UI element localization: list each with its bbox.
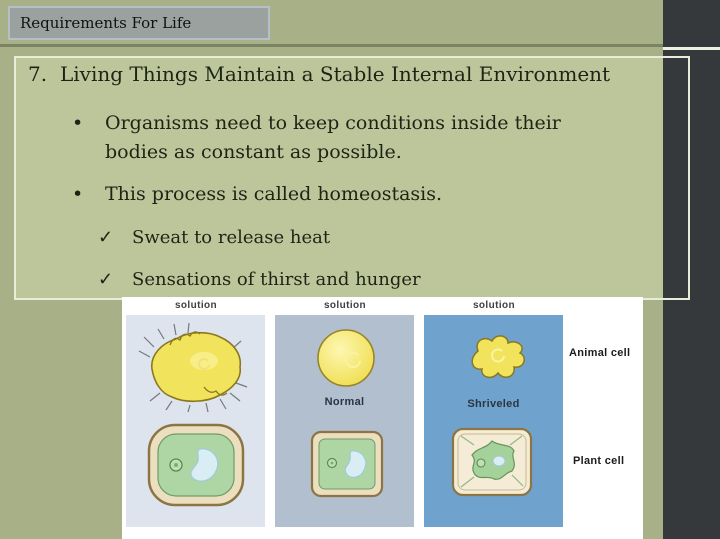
osmosis-figure: [122, 297, 643, 539]
figure-column-header: solution: [174, 300, 218, 311]
bullet-item: [72, 109, 561, 167]
plasmolyzed-plant-cell-illustration: [448, 423, 536, 501]
slide-title: Requirements For Life: [20, 14, 192, 32]
heading-text: Living Things Maintain a Stable Internal Environment: [60, 62, 611, 86]
shriveled-animal-cell-illustration: [450, 325, 534, 387]
bullet-text: [105, 109, 561, 167]
header-strip-shadow: [0, 44, 663, 47]
content-box-fill: [16, 58, 663, 298]
swollen-animal-cell-illustration: [134, 321, 258, 413]
bullet-text: This process is called homeostasis.: [105, 183, 443, 205]
state-label-shriveled: Shriveled: [467, 398, 520, 410]
row-label-plant-cell: Plant cell: [573, 455, 625, 467]
check-text: Sensations of thirst and hunger: [132, 269, 421, 290]
bullet-icon: •: [72, 183, 84, 205]
bullet-text-line: bodies as constant as possible.: [105, 141, 402, 163]
bullet-icon: •: [72, 112, 84, 134]
figure-column-header: solution: [472, 300, 516, 311]
bullet-text-line: Organisms need to keep conditions inside their: [105, 112, 561, 134]
figure-column-header: solution: [323, 300, 367, 311]
normal-animal-cell-illustration: [306, 325, 386, 391]
turgid-plant-cell-illustration: [144, 419, 248, 511]
check-item: [98, 226, 330, 250]
check-text: Sweat to release heat: [132, 227, 331, 248]
decorative-line: [663, 47, 720, 50]
row-label-animal-cell: Animal cell: [569, 347, 631, 359]
state-label-normal: Normal: [324, 396, 365, 408]
main-heading: [28, 62, 668, 86]
bullet-item: [72, 180, 442, 209]
check-icon: ✓: [98, 269, 114, 290]
check-icon: ✓: [98, 227, 114, 248]
normal-plant-cell-illustration: [308, 427, 386, 501]
heading-number: 7.: [28, 62, 48, 86]
content-box: [14, 56, 690, 300]
slide-title-box: [8, 6, 270, 40]
check-item: [98, 268, 421, 292]
